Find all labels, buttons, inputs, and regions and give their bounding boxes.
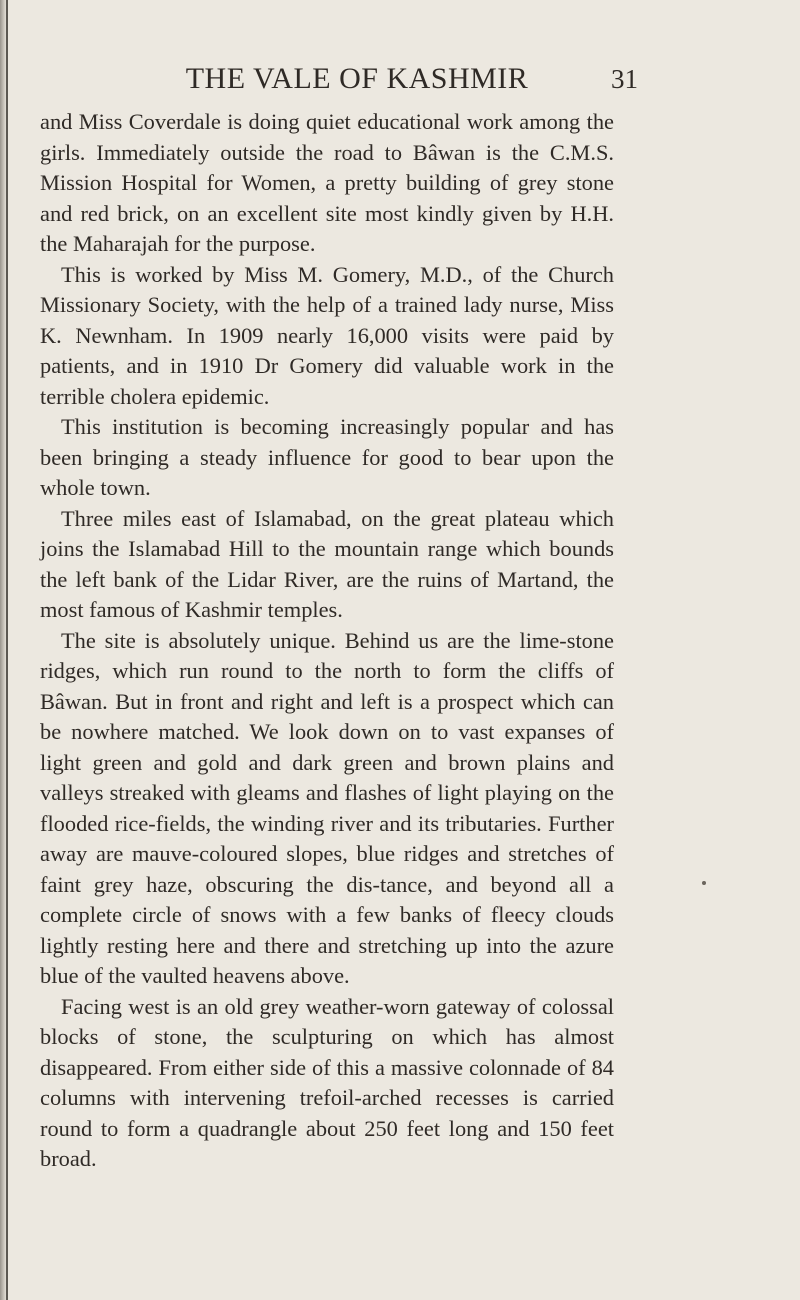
margin-speck [702,881,706,885]
running-head-title: THE VALE OF KASHMIR [185,62,529,95]
paragraph-continued: and Miss Coverdale is doing quiet educational work among the girls. Immediately outside the road to Bâwan is the C.M.S. Mission Hospital for Women, a pretty building of grey stone and red brick, on an excellent site most kindly given by H.H. the Maharajah for the purpose. [40,109,614,256]
paragraph-institution: This institution is becoming increasingly popular and has been bringing a steady influence for good to bear upon the whole town. [40,414,614,500]
page-edge-line [6,0,8,1300]
running-head [40,58,760,98]
paragraph-martand: Three miles east of Islamabad, on the great plateau which joins the Islamabad Hill to the mountain range which bounds the left bank of the Lidar River, are the ruins of Martand, the most famous of Kashmir temples. [40,505,614,622]
paragraph-gateway: Facing west is an old grey weather-worn gateway of colossal blocks of stone, the sculpturing on which has almost disappeared. From either side of this a massive colonnade of 84 columns with intervening trefoil-arched recesses is carried round to form a quadrangle about 250 feet long and 150 feet broad. [40,993,614,1171]
body-text [40,107,614,1175]
page-number: 31 [611,64,638,94]
paragraph-hospital-staff: This is worked by Miss M. Gomery, M.D., of the Church Missionary Society, with the help of a trained lady nurse, Miss K. Newnham. In 1909 nearly 16,000 visits were paid by patients, and in 1910 Dr Gomery did valuable work in the terrible cholera epidemic. [40,261,614,409]
paragraph-site-view: The site is absolutely unique. Behind us are the lime-stone ridges, which run round to the north to form the cliffs of Bâwan. But in front and right and left is a prospect which can be nowhere matched. We look down on to vast expanses of light green and gold and dark green and brown plains and valleys streaked with gleams and flashes of light playing on the flooded rice-fields, the winding river and its tributaries. Further away are mauve-coloured slopes, blue ridges and stretches of faint grey haze, obscuring the dis-tance, and beyond all a complete circle of snows with a few banks of fleecy clouds lightly resting here and there and stretching up into the azure blue of the vaulted heavens above. [40,627,614,988]
